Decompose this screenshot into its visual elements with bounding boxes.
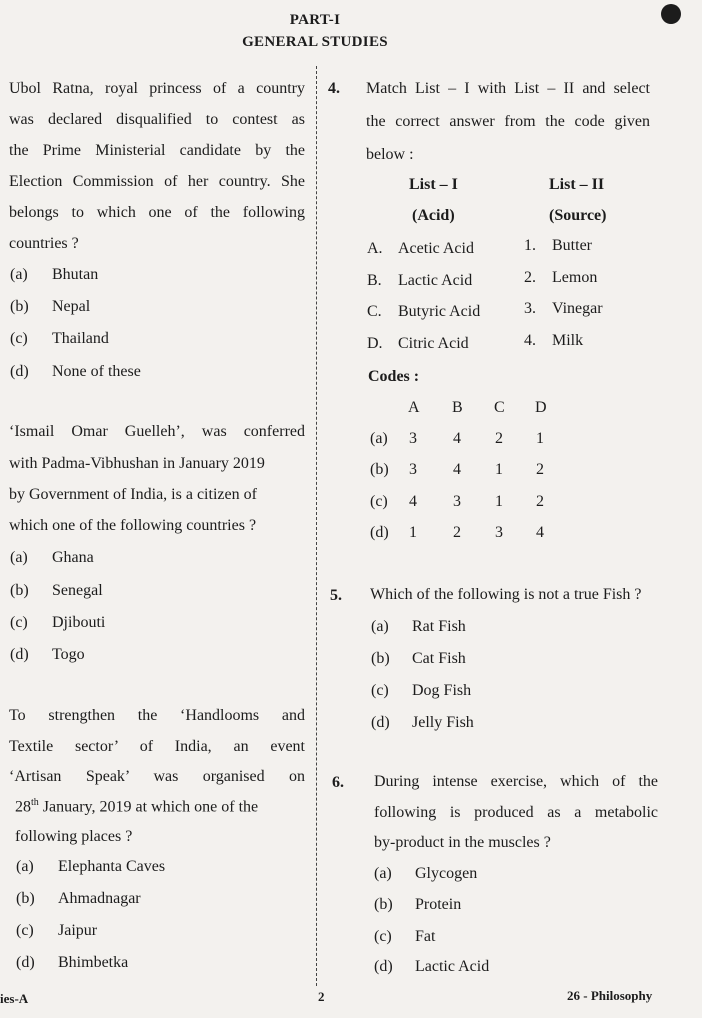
q3-line-4: 28th January, 2019 at which one of the [15, 797, 259, 816]
list-1-item-b: Lactic Acid [398, 272, 473, 289]
q3-option-d: Bhimbetka [58, 954, 129, 971]
q3-line-1: To strengthen the ‘Handlooms and [9, 707, 305, 724]
q2-option-d: Togo [52, 646, 85, 663]
list-1-title: List – I [409, 176, 458, 193]
list-1-letter-a: A. [367, 240, 383, 257]
section-heading: GENERAL STUDIES [242, 34, 388, 50]
q4-number: 4. [328, 80, 340, 97]
q1-line-4: Election Commission of her country. She [9, 173, 305, 190]
code-a-value-1: 3 [409, 430, 417, 447]
q3-option-d-label: (d) [16, 954, 35, 971]
q2-line-1: ‘Ismail Omar Guelleh’, was conferred [9, 423, 305, 440]
q5-option-b-label: (b) [371, 650, 390, 667]
list-1-subtitle: (Acid) [412, 207, 455, 224]
q6-option-a-label: (a) [374, 865, 392, 882]
code-b-value-4: 2 [536, 461, 544, 478]
code-head-c: C [494, 399, 505, 416]
q1-option-c: Thailand [52, 330, 109, 347]
footer-series: ies-A [0, 991, 29, 1006]
q3-option-b: Ahmadnagar [58, 890, 141, 907]
q1-line-3: the Prime Ministerial candidate by the [9, 142, 305, 159]
q5-option-d: Jelly Fish [412, 714, 474, 731]
code-b-value-2: 4 [453, 461, 461, 478]
code-c-value-1: 4 [409, 493, 417, 510]
q1-option-d-label: (d) [10, 363, 29, 380]
code-c-value-4: 2 [536, 493, 544, 510]
q5-text: Which of the following is not a true Fish ? [370, 586, 642, 603]
q3-line-5: following places ? [15, 828, 133, 845]
q3-line-2: Textile sector’ of India, an event [9, 738, 305, 755]
q2-option-b-label: (b) [10, 582, 29, 599]
column-divider [316, 66, 317, 986]
q3-option-a-label: (a) [16, 858, 34, 875]
q6-option-a: Glycogen [415, 865, 478, 882]
code-d-value-2: 2 [453, 524, 461, 541]
code-head-a: A [408, 399, 420, 416]
code-head-b: B [452, 399, 463, 416]
corner-punch-mark [661, 4, 681, 24]
list-2-title: List – II [549, 176, 605, 193]
q3-option-c-label: (c) [16, 922, 34, 939]
q1-line-5: belongs to which one of the following [9, 204, 305, 221]
q5-number: 5. [330, 587, 342, 604]
code-option-d-label: (d) [370, 524, 389, 541]
list-2-subtitle: (Source) [549, 207, 607, 224]
q2-option-c: Djibouti [52, 614, 106, 631]
codes-label: Codes : [368, 368, 420, 385]
code-d-value-1: 1 [409, 524, 417, 541]
list-2-item-4: Milk [552, 332, 584, 349]
q4-line-2: the correct answer from the code given [366, 113, 650, 130]
q6-line-2: following is produced as a metabolic [374, 804, 658, 821]
code-b-value-3: 1 [495, 461, 503, 478]
q1-line-2: was declared disqualified to contest as [9, 111, 305, 128]
q6-option-c: Fat [415, 928, 436, 945]
q1-option-a: Bhutan [52, 266, 99, 283]
list-2-item-1: Butter [552, 237, 592, 254]
list-1-item-c: Butyric Acid [398, 303, 481, 320]
code-head-d: D [535, 399, 547, 416]
q3-option-c: Jaipur [58, 922, 98, 939]
code-option-c-label: (c) [370, 493, 388, 510]
q6-line-3: by-product in the muscles ? [374, 834, 551, 851]
footer-subject: 26 - Philosophy [567, 988, 653, 1003]
q1-line-1: Ubol Ratna, royal princess of a country [9, 80, 305, 97]
code-d-value-4: 4 [536, 524, 544, 541]
code-a-value-4: 1 [536, 430, 544, 447]
q5-option-b: Cat Fish [412, 650, 466, 667]
q5-option-c: Dog Fish [412, 682, 472, 699]
q2-option-b: Senegal [52, 582, 103, 599]
q2-option-d-label: (d) [10, 646, 29, 663]
code-option-a-label: (a) [370, 430, 388, 447]
q3-option-a: Elephanta Caves [58, 858, 166, 875]
list-1-letter-c: C. [367, 303, 382, 320]
list-2-number-1: 1. [524, 237, 536, 254]
code-b-value-1: 3 [409, 461, 417, 478]
q1-option-d: None of these [52, 363, 141, 380]
q2-option-c-label: (c) [10, 614, 28, 631]
list-2-item-2: Lemon [552, 269, 598, 286]
q6-option-d-label: (d) [374, 958, 393, 975]
q1-option-c-label: (c) [10, 330, 28, 347]
code-d-value-3: 3 [495, 524, 503, 541]
code-option-b-label: (b) [370, 461, 389, 478]
q6-option-c-label: (c) [374, 928, 392, 945]
code-a-value-2: 4 [453, 430, 461, 447]
q1-line-6: countries ? [9, 235, 79, 252]
q6-option-b: Protein [415, 896, 462, 913]
q5-option-a-label: (a) [371, 618, 389, 635]
list-1-item-a: Acetic Acid [398, 240, 474, 257]
q2-line-2: with Padma-Vibhushan in January 2019 [9, 455, 265, 472]
part-heading: PART-I [289, 12, 341, 28]
list-1-letter-b: B. [367, 272, 382, 289]
q1-option-b: Nepal [52, 298, 91, 315]
list-2-number-3: 3. [524, 300, 536, 317]
code-a-value-3: 2 [495, 430, 503, 447]
q4-line-3: below : [366, 146, 414, 163]
q1-option-b-label: (b) [10, 298, 29, 315]
code-c-value-3: 1 [495, 493, 503, 510]
q2-option-a: Ghana [52, 549, 94, 566]
code-c-value-2: 3 [453, 493, 461, 510]
list-2-number-2: 2. [524, 269, 536, 286]
list-1-letter-d: D. [367, 335, 383, 352]
q3-option-b-label: (b) [16, 890, 35, 907]
q2-line-4: which one of the following countries ? [9, 517, 257, 534]
list-2-item-3: Vinegar [552, 300, 603, 317]
q2-option-a-label: (a) [10, 549, 28, 566]
q6-number: 6. [332, 774, 344, 791]
list-1-item-d: Citric Acid [398, 335, 469, 352]
q3-line-3: ‘Artisan Speak’ was organised on [9, 768, 305, 785]
q6-line-1: During intense exercise, which of the [374, 773, 658, 790]
q1-option-a-label: (a) [10, 266, 28, 283]
q6-option-b-label: (b) [374, 896, 393, 913]
q6-option-d: Lactic Acid [415, 958, 490, 975]
page-number: 2 [318, 989, 325, 1004]
q2-line-3: by Government of India, is a citizen of [9, 486, 257, 503]
q5-option-a: Rat Fish [412, 618, 466, 635]
list-2-number-4: 4. [524, 332, 536, 349]
q4-line-1: Match List – I with List – II and select [366, 80, 650, 97]
q5-option-c-label: (c) [371, 682, 389, 699]
q5-option-d-label: (d) [371, 714, 390, 731]
